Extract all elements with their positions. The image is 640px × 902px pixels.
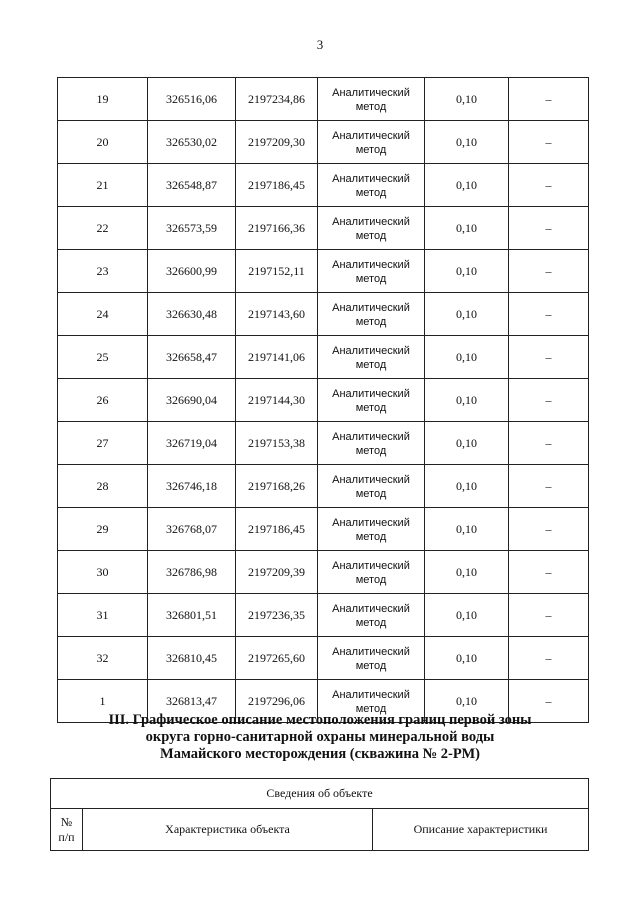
x-coordinate-cell: 326658,47 [148,336,236,379]
error-cell: 0,10 [425,293,509,336]
coordinates-table [57,77,589,723]
method-cell: Аналитический метод [318,78,425,121]
method-cell: Аналитический метод [318,637,425,680]
section-title-line-1: III. Графическое описание местоположения границ первой зоны [108,712,532,728]
y-coordinate-cell: 2197265,60 [236,637,318,680]
table-row [58,78,589,121]
table-row [58,637,589,680]
note-cell: – [509,594,589,637]
method-cell: Аналитический метод [318,379,425,422]
column-number-header [51,809,83,851]
note-cell: – [509,250,589,293]
column-number-sublabel: п/п [58,829,75,844]
point-number-cell: 29 [58,508,148,551]
y-coordinate-cell: 2197209,39 [236,551,318,594]
error-cell: 0,10 [425,250,509,293]
x-coordinate-cell: 326801,51 [148,594,236,637]
table-row [58,250,589,293]
error-cell: 0,10 [425,379,509,422]
y-coordinate-cell: 2197296,06 [236,680,318,723]
table-row [58,594,589,637]
error-cell: 0,10 [425,164,509,207]
method-cell: Аналитический метод [318,207,425,250]
note-cell: – [509,78,589,121]
method-cell: Аналитический метод [318,594,425,637]
point-number-cell: 1 [58,680,148,723]
point-number-cell: 19 [58,78,148,121]
error-cell: 0,10 [425,637,509,680]
error-cell: 0,10 [425,594,509,637]
method-cell: Аналитический метод [318,508,425,551]
note-cell: – [509,121,589,164]
table-row [58,379,589,422]
page-number: 3 [316,37,324,52]
method-cell: Аналитический метод [318,121,425,164]
section-title-line-3: Мамайского месторождения (скважина № 2-РМ) [160,746,480,762]
note-cell: – [509,551,589,594]
y-coordinate-cell: 2197186,45 [236,164,318,207]
point-number-cell: 31 [58,594,148,637]
point-number-cell: 30 [58,551,148,594]
table-row [58,164,589,207]
point-number-cell: 21 [58,164,148,207]
note-cell: – [509,293,589,336]
x-coordinate-cell: 326813,47 [148,680,236,723]
error-cell: 0,10 [425,680,509,723]
error-cell: 0,10 [425,336,509,379]
point-number-cell: 24 [58,293,148,336]
note-cell: – [509,379,589,422]
point-number-cell: 25 [58,336,148,379]
point-number-cell: 27 [58,422,148,465]
y-coordinate-cell: 2197236,35 [236,594,318,637]
error-cell: 0,10 [425,78,509,121]
y-coordinate-cell: 2197152,11 [236,250,318,293]
method-cell: Аналитический метод [318,551,425,594]
table-row [58,293,589,336]
column-description-header: Описание характеристики [373,809,589,851]
point-number-cell: 26 [58,379,148,422]
y-coordinate-cell: 2197234,86 [236,78,318,121]
method-cell: Аналитический метод [318,422,425,465]
x-coordinate-cell: 326573,59 [148,207,236,250]
y-coordinate-cell: 2197143,60 [236,293,318,336]
y-coordinate-cell: 2197144,30 [236,379,318,422]
y-coordinate-cell: 2197153,38 [236,422,318,465]
error-cell: 0,10 [425,422,509,465]
column-number-label: № [60,814,73,829]
method-cell: Аналитический метод [318,680,425,723]
x-coordinate-cell: 326746,18 [148,465,236,508]
table-row [58,551,589,594]
x-coordinate-cell: 326719,04 [148,422,236,465]
table-row [58,207,589,250]
column-characteristic-header: Характеристика объекта [83,809,373,851]
x-coordinate-cell: 326516,06 [148,78,236,121]
y-coordinate-cell: 2197168,26 [236,465,318,508]
y-coordinate-cell: 2197166,36 [236,207,318,250]
note-cell: – [509,508,589,551]
x-coordinate-cell: 326768,07 [148,508,236,551]
table-row [58,121,589,164]
y-coordinate-cell: 2197141,06 [236,336,318,379]
note-cell: – [509,680,589,723]
x-coordinate-cell: 326548,87 [148,164,236,207]
note-cell: – [509,336,589,379]
x-coordinate-cell: 326600,99 [148,250,236,293]
method-cell: Аналитический метод [318,250,425,293]
x-coordinate-cell: 326530,02 [148,121,236,164]
table-row [58,508,589,551]
y-coordinate-cell: 2197186,45 [236,508,318,551]
point-number-cell: 32 [58,637,148,680]
x-coordinate-cell: 326690,04 [148,379,236,422]
error-cell: 0,10 [425,207,509,250]
error-cell: 0,10 [425,551,509,594]
x-coordinate-cell: 326630,48 [148,293,236,336]
object-info-header: Сведения об объекте [51,779,589,809]
object-info-table [50,778,589,851]
note-cell: – [509,637,589,680]
method-cell: Аналитический метод [318,164,425,207]
x-coordinate-cell: 326810,45 [148,637,236,680]
point-number-cell: 23 [58,250,148,293]
note-cell: – [509,164,589,207]
method-cell: Аналитический метод [318,465,425,508]
error-cell: 0,10 [425,121,509,164]
section-title [60,712,580,763]
section-title-line-2: округа горно-санитарной охраны минеральной воды [145,729,495,745]
note-cell: – [509,207,589,250]
table-row [58,465,589,508]
table-row [58,336,589,379]
note-cell: – [509,465,589,508]
y-coordinate-cell: 2197209,30 [236,121,318,164]
x-coordinate-cell: 326786,98 [148,551,236,594]
method-cell: Аналитический метод [318,336,425,379]
method-cell: Аналитический метод [318,293,425,336]
point-number-cell: 28 [58,465,148,508]
point-number-cell: 20 [58,121,148,164]
error-cell: 0,10 [425,465,509,508]
error-cell: 0,10 [425,508,509,551]
table-row [58,422,589,465]
point-number-cell: 22 [58,207,148,250]
note-cell: – [509,422,589,465]
